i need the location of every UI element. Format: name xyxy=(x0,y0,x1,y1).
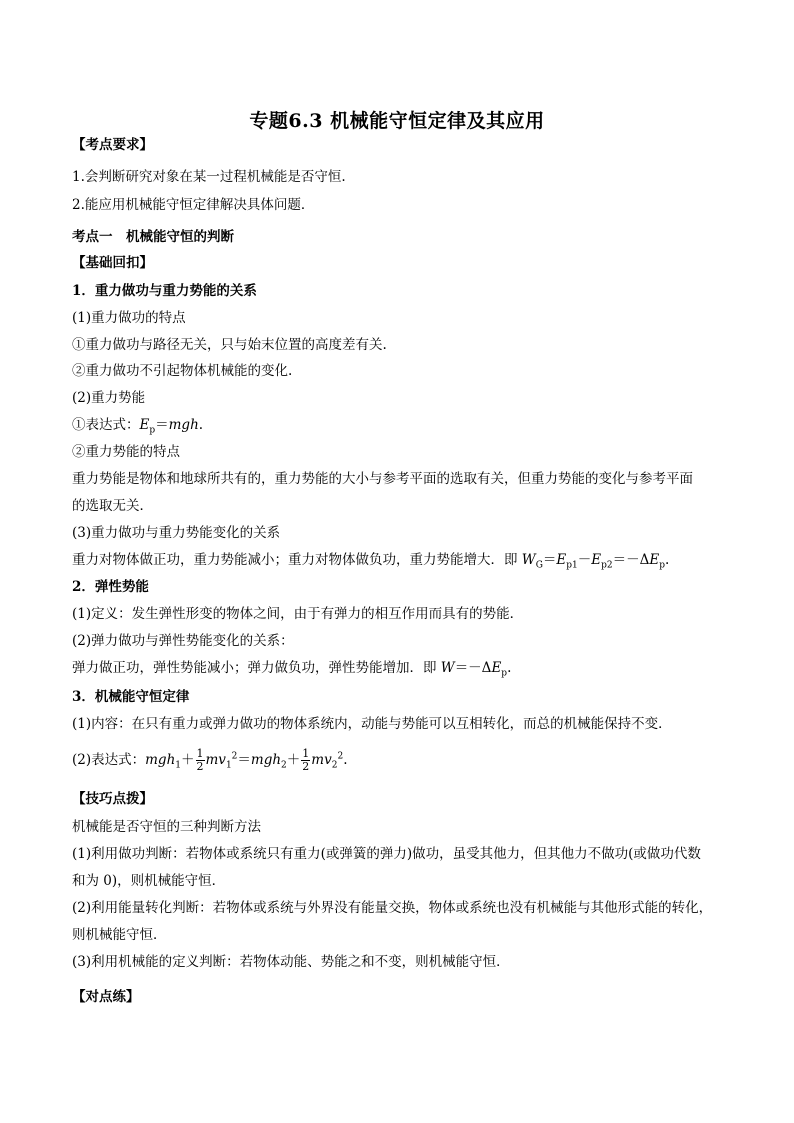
gravity-potential-heading: (2)重力势能 xyxy=(72,390,146,406)
expression-prefix: (2)表达式： xyxy=(72,752,146,768)
tips-heading: 【技巧点拨】 xyxy=(72,791,153,807)
elastic-relation-text xyxy=(72,659,511,677)
section-1-heading: 1．重力做功与重力势能的关系 xyxy=(72,283,257,299)
section-3-heading: 3．机械能守恒定律 xyxy=(72,689,190,705)
basic-review-heading: 【基础回扣】 xyxy=(72,255,153,271)
section-2-heading: 2．弹性势能 xyxy=(72,579,149,595)
method-3: (3)利用机械能的定义判断：若物体动能、势能之和不变，则机械能守恒． xyxy=(72,954,510,970)
formula-conservation: mgh$_1$＋ $\frac{1}{2}$ $mv_1^2=mgh_2+$ $\frac{1}{2}$ $mv_2^2$. xyxy=(145,747,348,773)
conservation-expression xyxy=(72,748,347,773)
gravity-work-point-a: ①重力做功与路径无关，只与始末位置的高度差有关. xyxy=(72,337,387,353)
gravity-potential-desc-1: 重力势能是物体和地球所共有的，重力势能的大小与参考平面的选取有关，但重力势能的变化与参考平面 xyxy=(72,471,693,487)
formula-prefix: ①表达式： xyxy=(72,417,140,433)
method-1-line-1: (1)利用做功判断：若物体或系统只有重力(或弹簧的弹力)做功，虽受其他力，但其他力不做功(或做功代数 xyxy=(72,846,701,862)
work-energy-relation-heading: (3)重力做功与重力势能变化的关系 xyxy=(72,525,281,541)
conservation-content: (1)内容：在只有重力或弹力做功的物体系统内，动能与势能可以互相转化，而总的机械能保持不变． xyxy=(72,716,672,732)
elastic-relation-heading: (2)弹力做功与弹性势能变化的关系： xyxy=(72,633,294,649)
formula-wg: $W_G=E_{p1}-E_{p2}=-\Delta E_p$. xyxy=(521,552,670,571)
elastic-text: 弹力做正功，弹性势能减小；弹力做负功，弹性势能增加．即 xyxy=(72,660,441,676)
method-2-line-1: (2)利用能量转化判断：若物体或系统与外界没有能量交换，物体或系统也没有机械能与其他形式能的转化， xyxy=(72,900,713,916)
tips-intro: 机械能是否守恒的三种判断方法 xyxy=(72,819,261,835)
method-2-line-2: 则机械能守恒． xyxy=(72,927,167,943)
gravity-potential-feature: ②重力势能的特点 xyxy=(72,444,180,460)
gravity-work-point-b: ②重力做功不引起物体机械能的变化. xyxy=(72,363,293,379)
gravity-potential-formula xyxy=(72,416,203,434)
work-energy-relation-text xyxy=(72,551,669,569)
formula-ep-mgh: $E_p=mgh$. xyxy=(139,417,204,436)
method-1-line-2: 和为 0)，则机械能守恒． xyxy=(72,873,226,889)
requirement-1: 1.会判断研究对象在某一过程机械能是否守恒. xyxy=(72,169,346,185)
requirement-2: 2.能应用机械能守恒定律解决具体问题． xyxy=(72,197,315,213)
gravity-work-feature: (1)重力做功的特点 xyxy=(72,310,186,326)
elastic-definition: (1)定义：发生弹性形变的物体之间，由于有弹力的相互作用而具有的势能． xyxy=(72,606,524,622)
exam-requirements-heading: 【考点要求】 xyxy=(72,137,153,153)
kaodian-1-heading: 考点一 机械能守恒的判断 xyxy=(72,229,234,245)
formula-w-elastic: $W=-\Delta E_p$. xyxy=(440,660,512,679)
gravity-potential-desc-2: 的选取无关． xyxy=(72,498,153,514)
page-title: 专题6.3 机械能守恒定律及其应用 xyxy=(249,110,545,132)
relation-text: 重力对物体做正功，重力势能减小；重力对物体做负功，重力势能增大．即 xyxy=(72,552,522,568)
practice-heading: 【对点练】 xyxy=(72,989,140,1005)
